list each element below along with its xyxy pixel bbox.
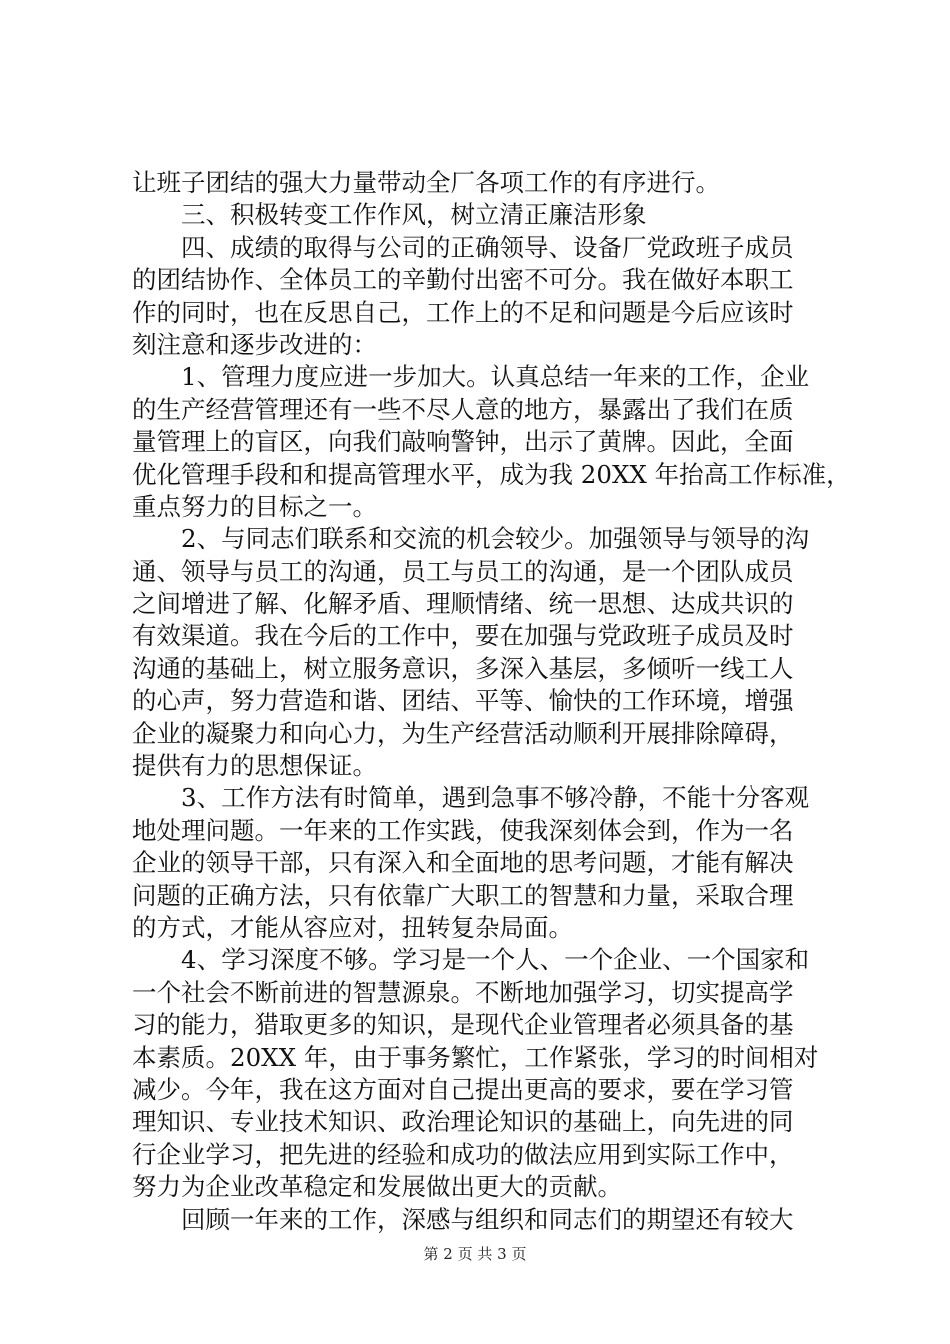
page-number-footer: 第 2 页 共 3 页	[423, 1245, 527, 1263]
text-line: 习的能力，猎取更多的知识，是现代企业管理者必须具备的基	[132, 1010, 794, 1040]
text-line: 之间增进了解、化解矛盾、理顺情绪、统一思想、达成共识的	[132, 589, 794, 619]
text-line: 一个社会不断前进的智慧源泉。不断地加强学习，切实提高学	[132, 977, 794, 1007]
text-line: 的生产经营管理还有一些不尽人意的地方，暴露出了我们在质	[132, 394, 794, 424]
text-line: 回顾一年来的工作，深感与组织和同志们的期望还有较大	[132, 1204, 794, 1234]
text-line: 优化管理手段和和提高管理水平，成为我 20XX 年抬高工作标准，	[132, 459, 851, 489]
text-line: 的心声，努力营造和谐、团结、平等、愉快的工作环境，增强	[132, 686, 794, 716]
text-line: 量管理上的盲区，向我们敲响警钟，出示了黄牌。因此，全面	[132, 427, 794, 457]
text-line: 地处理问题。一年来的工作实践，使我深刻体会到，作为一名	[132, 815, 794, 845]
text-line: 4、学习深度不够。学习是一个人、一个企业、一个国家和	[132, 945, 810, 975]
text-line: 努力为企业改革稳定和发展做出更大的贡献。	[132, 1172, 622, 1202]
text-line: 作的同时，也在反思自己，工作上的不足和问题是今后应该时	[132, 297, 794, 327]
section-heading-3: 三、积极转变工作作风，树立清正廉洁形象	[132, 200, 647, 230]
text-line: 行企业学习，把先进的经验和成功的做法应用到实际工作中，	[132, 1139, 794, 1169]
text-line: 重点努力的目标之一。	[132, 491, 377, 521]
text-line: 理知识、专业技术知识、政治理论知识的基础上，向先进的同	[132, 1107, 794, 1137]
document-body	[132, 167, 851, 1236]
text-line: 刻注意和逐步改进的：	[132, 329, 377, 359]
text-line: 沟通的基础上，树立服务意识，多深入基层，多倾听一线工人	[132, 653, 794, 683]
text-line: 3、工作方法有时简单，遇到急事不够冷静，不能十分客观	[132, 783, 810, 813]
text-line: 有效渠道。我在今后的工作中，要在加强与党政班子成员及时	[132, 621, 794, 651]
text-line: 减少。今年，我在这方面对自己提出更高的要求，要在学习管	[132, 1074, 794, 1104]
text-line: 四、成绩的取得与公司的正确领导、设备厂党政班子成员	[132, 232, 794, 262]
text-line: 企业的凝聚力和向心力，为生产经营活动顺利开展排除障碍，	[132, 718, 794, 748]
text-line: 问题的正确方法，只有依靠广大职工的智慧和力量，采取合理	[132, 880, 794, 910]
text-line: 的团结协作、全体员工的辛勤付出密不可分。我在做好本职工	[132, 265, 794, 295]
text-line: 通、领导与员工的沟通，员工与员工的沟通，是一个团队成员	[132, 556, 794, 586]
text-line: 让班子团结的强大力量带动全厂各项工作的有序进行。	[132, 168, 720, 197]
text-line: 本素质。20XX 年，由于事务繁忙，工作紧张，学习的时间相对	[132, 1042, 819, 1072]
text-line: 的方式，才能从容应对，扭转复杂局面。	[132, 912, 573, 942]
text-line: 1、管理力度应进一步加大。认真总结一年来的工作，企业	[132, 362, 810, 392]
text-line: 2、与同志们联系和交流的机会较少。加强领导与领导的沟	[132, 524, 810, 554]
text-line: 企业的领导干部，只有深入和全面地的思考问题，才能有解决	[132, 848, 794, 878]
text-line: 提供有力的思想保证。	[132, 751, 377, 781]
